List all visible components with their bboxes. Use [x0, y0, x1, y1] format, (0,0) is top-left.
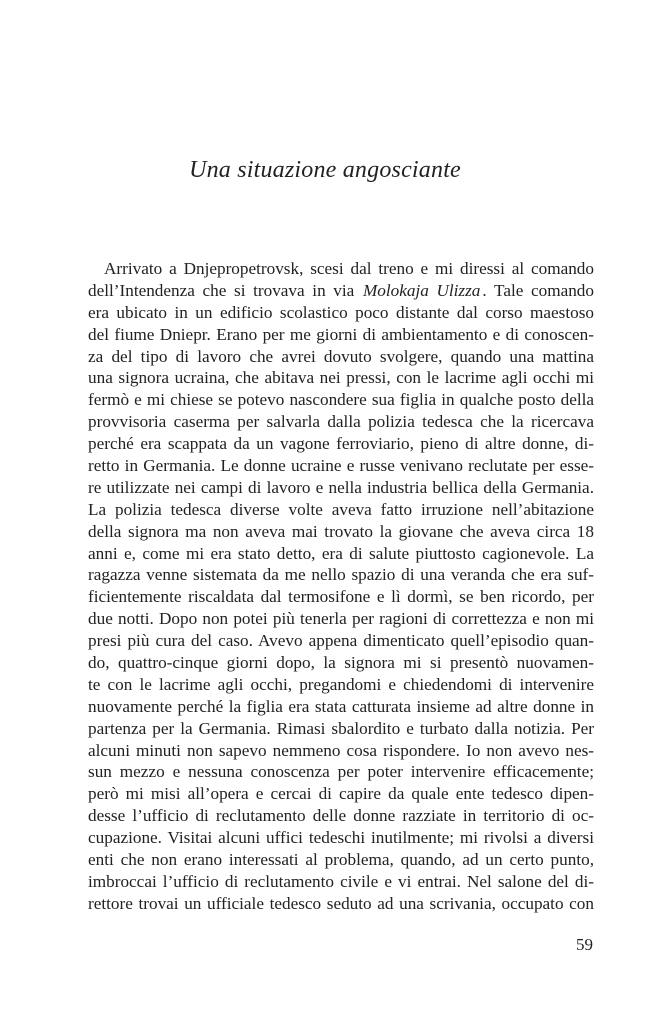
line-text: anni e, come mi era stato detto, era di salute piuttosto cagionevole. La [88, 543, 594, 563]
line-text: presi più cura del caso. Avevo appena dimenticato quell’episodio quan- [88, 631, 594, 651]
line-text: te con le lacrime agli occhi, pregandomi e chiedendomi di intervenire [88, 674, 594, 694]
text-line [88, 652, 594, 674]
text-line [88, 696, 594, 718]
text-line [88, 893, 594, 915]
chapter-title: Una situazione angosciante [189, 157, 461, 183]
line-text: dell’Intendenza che si trovava in via [88, 280, 362, 300]
text-line [88, 455, 594, 477]
line-text: due notti. Dopo non potei più tenerla per ragioni di correttezza e non mi [88, 609, 594, 629]
line-text: partenza per la Germania. Rimasi sbalordito e turbato dalla notizia. Per [88, 718, 594, 738]
street-name: Molokaja Ulizza [362, 280, 481, 300]
line-text: desse l’ufficio di reclutamento delle donne razziate in territorio di oc- [88, 806, 594, 826]
text-line [88, 411, 594, 433]
line-text: nuovamente perché la figlia era stata catturata insieme ad altre donne in [88, 696, 594, 716]
line-text: La polizia tedesca diverse volte aveva fatto irruzione nell’abitazione [88, 499, 594, 519]
text-line [88, 761, 594, 783]
line-text: za del tipo di lavoro che avrei dovuto svolgere, quando una mattina [88, 346, 594, 366]
text-line [88, 477, 594, 499]
text-line [88, 258, 594, 280]
page-number: 59 [576, 935, 593, 954]
line-text: imbroccai l’ufficio di reclutamento civile e vi entrai. Nel salone del di- [88, 871, 594, 891]
text-line [88, 718, 594, 740]
line-text: della signora ma non aveva mai trovato la giovane che aveva circa 18 [88, 521, 594, 541]
line-text: era ubicato in un edificio scolastico poco distante dal corso maestoso [88, 302, 594, 322]
line-text: sun mezzo e nessuna conoscenza per poter intervenire efficacemente; [88, 762, 594, 782]
text-line [88, 389, 594, 411]
line-text: del fiume Dniepr. Erano per me giorni di ambientamento e di conoscen- [88, 324, 594, 344]
line-text: alcuni minuti non sapevo nemmeno cosa rispondere. Io non avevo nes- [88, 740, 594, 760]
line-text: perché era scappata da un vagone ferroviario, pieno di altre donne, di- [88, 434, 594, 454]
text-line [88, 630, 594, 652]
text-line [88, 586, 594, 608]
body-text [88, 258, 594, 915]
line-text: do, quattro-cinque giorni dopo, la signora mi si presentò nuovamen- [88, 653, 594, 673]
text-line [88, 499, 594, 521]
text-line [88, 521, 594, 543]
line-text: retto in Germania. Le donne ucraine e russe venivano reclutate per esse- [88, 456, 594, 476]
line-text: ficientemente riscaldata dal termosifone e lì dormì, se ben ricordo, per [88, 587, 594, 607]
text-line [88, 346, 594, 368]
text-line [88, 280, 594, 302]
text-line [88, 324, 594, 346]
text-line [88, 564, 594, 586]
text-line [88, 543, 594, 565]
line-text: una signora ucraina, che abitava nei pressi, con le lacrime agli occhi mi [88, 368, 594, 388]
text-line [88, 871, 594, 893]
line-text: però mi misi all’opera e cercai di capire da quale ente tedesco dipen- [88, 784, 594, 804]
text-line [88, 433, 594, 455]
text-line [88, 849, 594, 871]
line-text-tail: . Tale comando [482, 280, 594, 300]
line-text: rettore trovai un ufficiale tedesco seduto ad una scrivania, occupato con [88, 893, 594, 913]
line-text: fermò e mi chiese se potevo nascondere sua figlia in qualche posto della [88, 390, 594, 410]
line-text: provvisoria caserma per salvarla dalla polizia tedesca che la ricercava [88, 412, 594, 432]
text-line [88, 608, 594, 630]
line-text: re utilizzate nei campi di lavoro e nella industria bellica della Germania. [88, 477, 594, 497]
text-line [88, 827, 594, 849]
line-text: Arrivato a Dnjepropetrovsk, scesi dal treno e mi diressi al comando [104, 259, 594, 278]
line-text: enti che non erano interessati al problema, quando, ad un certo punto, [88, 850, 594, 870]
line-text: cupazione. Visitai alcuni uffici tedeschi inutilmente; mi rivolsi a diversi [88, 828, 594, 848]
text-line [88, 783, 594, 805]
line-text: ragazza venne sistemata da me nello spazio di una veranda che era suf- [88, 565, 594, 585]
text-line [88, 674, 594, 696]
text-line [88, 302, 594, 324]
text-line [88, 805, 594, 827]
text-line [88, 740, 594, 762]
text-line [88, 367, 594, 389]
